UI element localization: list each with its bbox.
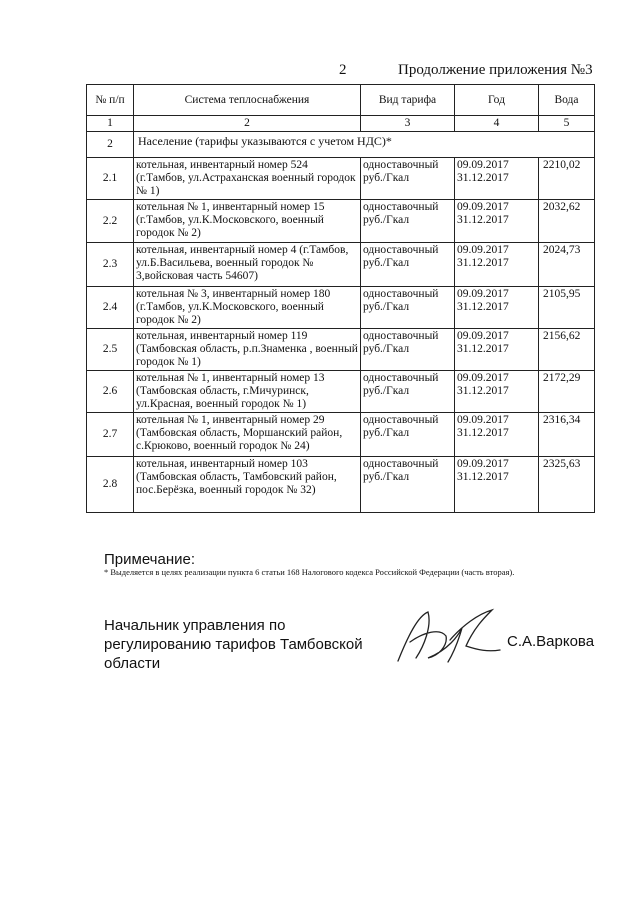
date-to: 31.12.2017 (457, 214, 509, 226)
date-from: 09.09.2017 (457, 288, 509, 300)
date-from: 09.09.2017 (457, 330, 509, 342)
col-index: 2 (134, 116, 361, 132)
water-value: 2032,62 (539, 200, 595, 243)
date-to: 31.12.2017 (457, 172, 509, 184)
row-number: 2.6 (87, 371, 134, 413)
col-index: 1 (87, 116, 134, 132)
water-value: 2316,34 (539, 413, 595, 457)
period (455, 371, 539, 413)
water-value: 2210,02 (539, 158, 595, 200)
date-to: 31.12.2017 (457, 257, 509, 269)
note-title: Примечание: (104, 551, 195, 568)
heat-system: котельная, инвентарный номер 119 (Тамбовская область, р.п.Знаменка , военный городок № 1) (134, 329, 361, 371)
period (455, 158, 539, 200)
heat-system: котельная № 1, инвентарный номер 29 (Тамбовская область, Моршанский район, с.Крюково, военный городок № 24) (134, 413, 361, 457)
date-from: 09.09.2017 (457, 414, 509, 426)
tariff-table (86, 84, 595, 513)
tariff-type: одноставочный руб./Гкал (361, 371, 455, 413)
row-number: 2.4 (87, 287, 134, 329)
water-value: 2024,73 (539, 243, 595, 287)
heat-system: котельная, инвентарный номер 103 (Тамбовская область, Тамбовский район, пос.Берёзка, военный городок № 32) (134, 457, 361, 513)
row-number: 2.3 (87, 243, 134, 287)
row-number: 2.5 (87, 329, 134, 371)
table-row (87, 287, 595, 329)
table-row (87, 457, 595, 513)
section-row (87, 132, 595, 158)
signatory-name: С.А.Варкова (507, 633, 595, 650)
row-number: 2.8 (87, 457, 134, 513)
col-header-no: № п/п (87, 85, 134, 116)
tariff-type: одноставочный руб./Гкал (361, 243, 455, 287)
heat-system: котельная, инвентарный номер 4 (г.Тамбов, ул.Б.Васильева, военный городок № 3,войсковая часть 54607) (134, 243, 361, 287)
heat-system: котельная № 1, инвентарный номер 13 (Тамбовская область, г.Мичуринск, ул.Красная, военный городок № 1) (134, 371, 361, 413)
section-label: Население (тарифы указываются с учетом НДС)* (134, 132, 595, 158)
col-header-system: Система теплоснабжения (134, 85, 361, 116)
period (455, 457, 539, 513)
page-number: 2 (339, 62, 347, 78)
section-number: 2 (87, 132, 134, 158)
heat-system: котельная, инвентарный номер 524 (г.Тамбов, ул.Астраханская военный городок № 1) (134, 158, 361, 200)
table-row (87, 329, 595, 371)
date-to: 31.12.2017 (457, 471, 509, 483)
date-from: 09.09.2017 (457, 372, 509, 384)
row-number: 2.2 (87, 200, 134, 243)
date-from: 09.09.2017 (457, 458, 509, 470)
water-value: 2105,95 (539, 287, 595, 329)
water-value: 2325,63 (539, 457, 595, 513)
table-row (87, 413, 595, 457)
water-value: 2156,62 (539, 329, 595, 371)
date-from: 09.09.2017 (457, 244, 509, 256)
row-number: 2.7 (87, 413, 134, 457)
period (455, 329, 539, 371)
tariff-type: одноставочный руб./Гкал (361, 413, 455, 457)
date-from: 09.09.2017 (457, 159, 509, 171)
col-header-water: Вода (539, 85, 595, 116)
date-to: 31.12.2017 (457, 385, 509, 397)
row-number: 2.1 (87, 158, 134, 200)
heat-system: котельная № 1, инвентарный номер 15 (г.Тамбов, ул.К.Московского, военный городок № 2) (134, 200, 361, 243)
period (455, 287, 539, 329)
handwritten-signature (388, 606, 508, 670)
table-row (87, 200, 595, 243)
table-row (87, 371, 595, 413)
col-index: 5 (539, 116, 595, 132)
water-value: 2172,29 (539, 371, 595, 413)
period (455, 243, 539, 287)
signatory-position: Начальник управления по регулированию тарифов Тамбовской области (104, 617, 363, 672)
col-index: 4 (455, 116, 539, 132)
tariff-type: одноставочный руб./Гкал (361, 200, 455, 243)
col-header-year: Год (455, 85, 539, 116)
period (455, 413, 539, 457)
date-to: 31.12.2017 (457, 301, 509, 313)
col-index: 3 (361, 116, 455, 132)
note-text: * Выделяется в целях реализации пункта 6 статьи 168 Налогового кодекса Российской Федерации (часть вторая). (104, 567, 515, 577)
tariff-type: одноставочный руб./Гкал (361, 158, 455, 200)
column-index-row (87, 116, 595, 132)
tariff-type: одноставочный руб./Гкал (361, 329, 455, 371)
date-to: 31.12.2017 (457, 427, 509, 439)
table-row (87, 243, 595, 287)
tariff-type: одноставочный руб./Гкал (361, 287, 455, 329)
appendix-title: Продолжение приложения №3 (398, 62, 593, 78)
col-header-tariff: Вид тарифа (361, 85, 455, 116)
date-to: 31.12.2017 (457, 343, 509, 355)
period (455, 200, 539, 243)
date-from: 09.09.2017 (457, 201, 509, 213)
tariff-type: одноставочный руб./Гкал (361, 457, 455, 513)
table-row (87, 158, 595, 200)
heat-system: котельная № 3, инвентарный номер 180 (г.Тамбов, ул.К.Московского, военный городок № 2) (134, 287, 361, 329)
